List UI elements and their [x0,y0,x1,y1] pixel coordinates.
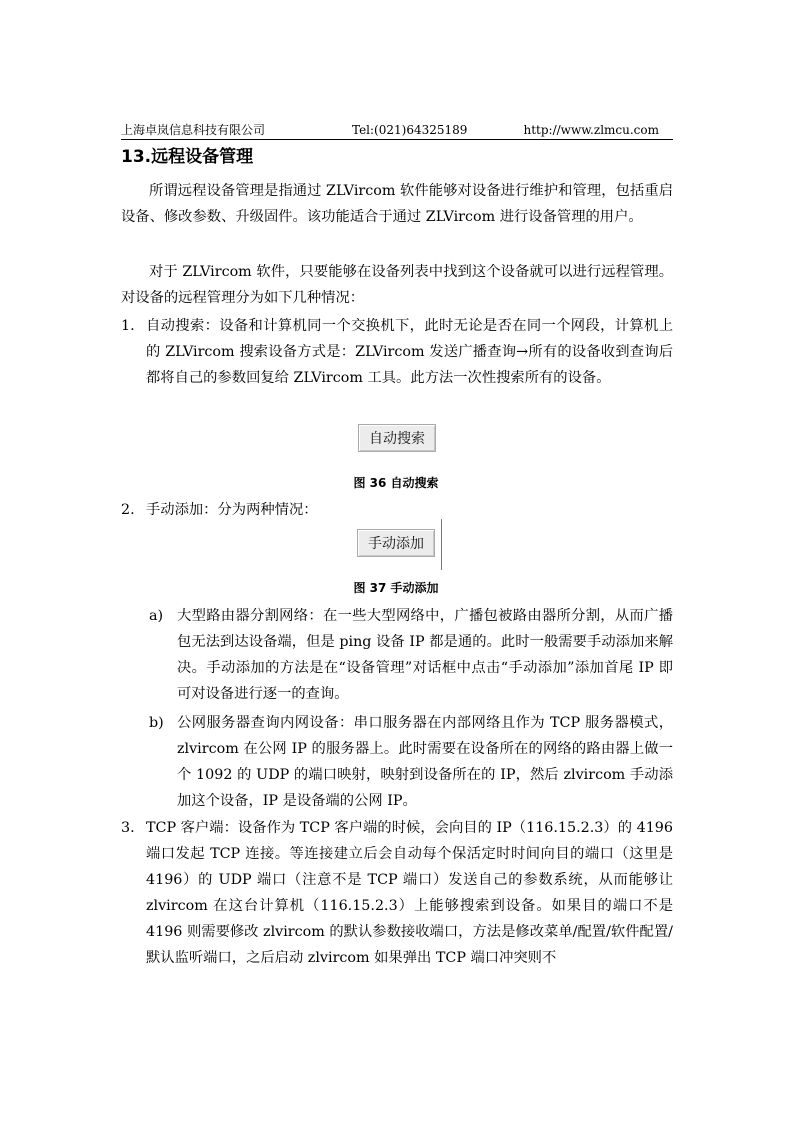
list-text: 自动搜索：设备和计算机同一个交换机下，此时无论是否在同一个网段，计算机上的 ZLVircom 搜索设备方式是：ZLVircom 发送广播查询→所有的设备收到查询后都将自己的参数回复给 ZLVircom 工具。此方法一次性搜索所有的设备。 [146,318,673,386]
section-title: 13.远程设备管理 [121,147,254,167]
figure-caption-36: 图 36 自动搜索 [353,476,439,490]
figure-divider [441,519,442,570]
manual-add-button[interactable]: 手动添加 [357,529,435,557]
header-url: http://www.zlmcu.com [523,123,659,137]
paragraph-intro: 所谓远程设备管理是指通过 ZLVircom 软件能够对设备进行维护和管理，包括重启设备、修改参数、升级固件。该功能适合于通过 ZLVircom 进行设备管理的用户。 [121,183,673,225]
list-number: 1. [121,318,135,334]
sublist-number: b) [149,715,164,731]
list-text: TCP 客户端：设备作为 TCP 客户端的时候，会向目的 IP（116.15.2.3）的 4196 端口发起 TCP 连接。等连接建立后会自动每个保活定时时间向目的端口（这里是 4196）的 UDP 端口（注意不是 TCP 端口）发送自己的参数系统，从而能够让 zlvircom 在这台计算机（116.15.2.3）上能够搜索到设备。如果目的端口不是 4196 则需要修改 zlvircom 的默认参数接收端口，方法是修改菜单/配置/软件配置/默认监听端口，之后启动 zlvircom 如果弹出 TCP 端口冲突则不 [146,820,673,966]
sublist-text: 大型路由器分割网络：在一些大型网络中，广播包被路由器所分割，从而广播包无法到达设备端，但是 ping 设备 IP 都是通的。此时一般需要手动添加来解决。手动添加的方法是在“设备管理”对话框中点击“手动添加”添加首尾 IP 即可对设备进行逐一的查询。 [177,608,673,702]
figure-caption-37: 图 37 手动添加 [353,581,439,595]
list-number: 3. [121,820,135,836]
header-tel: Tel:(021)64325189 [352,123,468,137]
paragraph-overview: 对于 ZLVircom 软件，只要能够在设备列表中找到这个设备就可以进行远程管理。对设备的远程管理分为如下几种情况： [121,264,673,306]
sublist-number: a) [149,608,164,624]
list-number: 2. [121,502,135,518]
sublist-text: 公网服务器查询内网设备：串口服务器在内部网络且作为 TCP 服务器模式，zlvircom 在公网 IP 的服务器上。此时需要在设备所在的网络的路由器上做一个 1092 的 UDP 的端口映射，映射到设备所在的 IP，然后 zlvircom 手动添加这个设备，IP 是设备端的公网 IP。 [177,715,673,809]
header-company: 上海卓岚信息科技有限公司 [121,123,266,137]
auto-search-button[interactable]: 自动搜索 [358,424,436,452]
page-header [121,121,673,140]
list-text: 手动添加：分为两种情况： [146,502,318,518]
